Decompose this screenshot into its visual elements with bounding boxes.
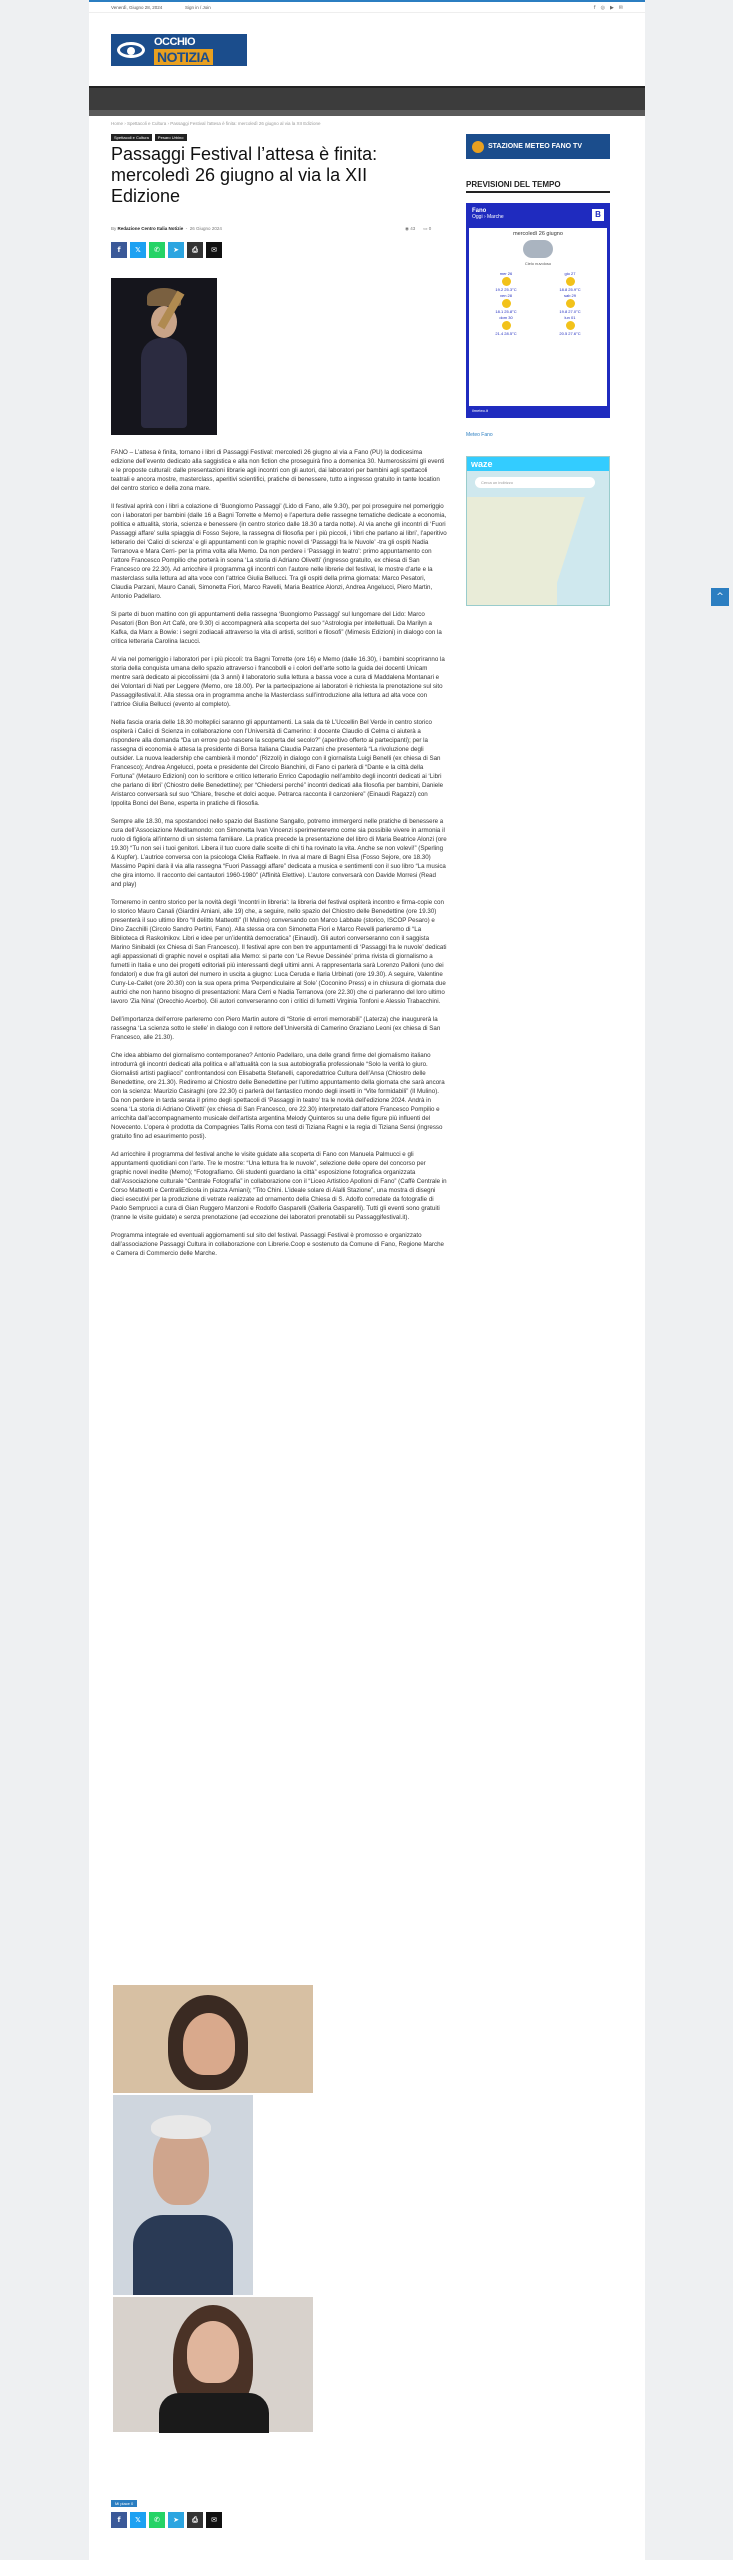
forecast-grid — [469, 267, 607, 339]
comments-count[interactable]: 0 — [428, 226, 432, 231]
article-title: Passaggi Festival l’attesa è finita: mercoledì 26 giugno al via la XII Edizione — [111, 144, 378, 206]
top-date: Venerdì, Giugno 28, 2024 — [111, 5, 163, 10]
top-social — [594, 5, 623, 11]
sub-nav — [89, 110, 645, 116]
telegram-share-button[interactable]: ➤ — [168, 242, 184, 258]
sun-icon — [502, 321, 511, 330]
views-count: 43 — [410, 226, 416, 231]
mail-icon[interactable]: ✉ — [618, 5, 623, 11]
logo-line2: NOTIZIA — [154, 49, 213, 65]
weather-region: Oggi › Marche — [472, 214, 504, 220]
top-bar — [89, 0, 645, 13]
category-tags — [111, 134, 187, 141]
forecast-cell: gio 27 18.8 25.9°C — [559, 270, 581, 292]
by-label: By — [111, 226, 117, 231]
cloud-icon — [523, 240, 553, 258]
share-bar-bottom — [111, 2512, 222, 2528]
main-nav[interactable] — [89, 86, 645, 110]
author-link[interactable]: Redazione Centro Italia Notizie — [117, 226, 184, 231]
waze-search-input[interactable]: Cerca un indirizzo — [475, 477, 595, 488]
forecast-cell: ven 28 18.1 25.8°C — [495, 292, 517, 314]
sun-icon — [566, 299, 575, 308]
meteo-link[interactable]: Meteo Fano — [466, 432, 493, 438]
paragraph: Che idea abbiamo del giornalismo contemporaneo? Antonio Padellaro, una delle grandi firme del giornalismo italiano introdurrà gli incontri dedicati alla politica e all’attualità con la sua autobiografia professionale “Solo la verità lo giuro. Giornalisti artisti pagliacci” confrontandosi con Elisabetta Stefanelli, caporedattrice Cultura dell’Ansa (Chiostro delle Benedettine, ore 21.30). Rediremo al Chiostro delle Benedettine per l’ultimo appuntamento della giornata che sarà ancora con la scienza: Maurizio Casiraghi (ore 22.30) ci parlerà del fantastico mondo degli insetti in “Vite formidabili” (Il Mulino). Da non perdere in tarda serata il primo degli spettacoli di ‘Passaggi in teatro’ tra le novità dell’edizione 2024. Andrà in scena ‘La storia di Adriano Olivetti’ (ex chiesa di San Francesco, ore 22.30) interpretato dall’attore Francesco Pompilio e arricchita dall’accompagnamento musicale dell’artista argentina Melody Quinteros su una delle figure più influenti del Novecento. L’opera è prodotta da Compagnies Tallis Roma con testi di Tiziana Ragni e la regia di Tiziana Sensi (ingresso gratuito fino ad esaurimento posti). — [111, 1052, 445, 1140]
print-button[interactable]: ⎙ — [187, 2512, 203, 2528]
weather-desc: Cielo nuvoloso — [524, 261, 552, 266]
forecast-cell: dom 30 21.4 28.5°C — [495, 314, 517, 336]
sun-icon — [566, 321, 575, 330]
meteo-banner-label: STAZIONE METEO FANO TV — [488, 143, 582, 150]
youtube-icon[interactable]: ▶ — [609, 5, 614, 11]
breadcrumb[interactable]: Home › Spettacoli e Cultura › Passaggi Festival l'attesa è finita: mercoledì 26 giugno al via la XII Edizione — [111, 121, 321, 126]
waze-map[interactable] — [466, 456, 610, 606]
author-photo — [113, 2095, 253, 2295]
forecast-cell: sab 29 19.8 27.0°C — [559, 292, 581, 314]
featured-image — [111, 278, 217, 435]
like-button[interactable]: Mi piace 0 — [111, 2500, 137, 2507]
weather-footer[interactable]: ilmeteo.it — [469, 406, 607, 415]
logo-line1: OCCHIO — [154, 36, 195, 48]
weather-city: Fano — [472, 208, 487, 214]
paragraph: Programma integrale ed eventuali aggiornamenti sul sito del festival. Passaggi Festival è promosso e organizzato dall’associazione Passaggi Cultura in collaborazione con Librerie.Coop e sostenuto da Comune di Fano, Regione Marche e Camera di Commercio delle Marche. — [111, 1232, 444, 1257]
weather-day: mercoledì 26 giugno — [513, 231, 563, 237]
forecast-cell: mer 26 19.2 25.3°C — [495, 270, 517, 292]
page — [89, 0, 645, 2560]
paragraph: Torneremo in centro storico per la novità degli ‘Incontri in libreria’: la libreria del festival ospiterà incontro e firma-copie con lo storico Mauro Canali (Giardini Amiani, alle 19) che, a seguire, nello spazio del Chiostro delle Benedettine (ore 19.30) presenterà il suo ultimo libro “Il delitto Matteotti” (Il Mulino) conversando con Marco Labbate (storico, ISCOP Pesaro) e Dino Zacchilli (Circolo Sandro Pertini, Fano). Alla stessa ora con Simonetta Fiori e Marco Revelli parleremo di “La Biblioteca di Raskolnikov. Libri e idee per un’identità democratica” (Einaudi). Gli autori converseranno con il saggista Marino Sinibaldi (ex Chiesa di San Francesco). Il festival apre con ben tre appuntamenti di ‘Passaggi fra le nuvole’ dedicati agli appassionati di graphic novel e ospitati alla Memo: si parte con ‘Le Revue Dessinée’ prima rivista di giornalismo a fumetti in Italia e uno dei progetti editoriali più interessanti degli ultimi anni. A rappresentarla sarà Lorenzo Palloni (uno dei fondatori) e due fra gli autori del numero in uscita a giugno: Luca Ceruda e Ilaria Urbinati (ore 19.30). A seguire, Valentine Cuny-Le-Callet (ore 20.30) con la sua opera prima ‘Perpendiculaire al Sole’ (Coconino Press) e in chiusura di giornata due autrici che non hanno bisogno di presentazioni: Mara Cerri e Nadia Terranova (ore 22.30) che ci parleranno del loro ultimo lavoro ‘Zia Nina’ (Orecchio Acerbo). Gli autori converseranno con i critici di fumetti Virginia Tonfoni e Alessio Trabacchini. — [111, 899, 447, 1005]
forecast-cell: lun 01 20.5 27.6°C — [559, 314, 581, 336]
comment-icon: ▭ — [423, 226, 428, 231]
whatsapp-share-button[interactable]: ✆ — [149, 242, 165, 258]
twitter-share-button[interactable]: 𝕏 — [130, 242, 146, 258]
instagram-icon[interactable]: ◎ — [600, 5, 605, 11]
facebook-share-button[interactable]: f — [111, 242, 127, 258]
tag[interactable]: Pesaro Urbino — [155, 134, 187, 141]
paragraph: Il festival aprirà con i libri a colazione di ‘Buongiorno Passaggi’ (Lido di Fano, alle 9.30), per poi proseguire nel pomeriggio con i laboratori per bambini (dalle 16 a Bagni Torrette e Memo) e l’apertura delle rassegne tematiche dedicate a economia, politica e attualità, storia, scienza e benessere (in centro storico dalle 18.30 a tarda notte). Al via anche gli incontri di ‘Fuori Passaggi affare’ sulla spiaggia di Fosso Sejore, la rassegna di filosofia per i più piccoli, i ‘libri che parlano ai libri’, l’aperitivo letterario dei ‘Calici di scienza’ e gli appuntamenti con le graphic novel di ‘Passaggi fra le Nuvole’ -tra gli ospiti Nadia Terranova e Mara Cerri- per la prima volta alla Memo. Da non perdere i ‘Passaggi in teatro’: primo appuntamento con l’attore Francesco Pompilio che porterà in scena ‘La storia di Adriano Olivetti’ (ingresso gratuito, ex chiesa di San Francesco ore 22.30). Ad arricchire il programma gli incontri con l’autore nelle librerie del festival, le mostre d’arte e la masterclass sulla lettura ad alta voce con l’attrice Giulia Bellucci. Tra gli ospiti della prima giornata: Marco Pesatori, Claudia Parzani, Mauro Canali, Simonetta Fiori, Marco Ravelli, Maria Beatrice Alonzi, Andrea Angelucci, Piero Martin, Antonio Padellaro. — [111, 503, 447, 600]
back-to-top-button[interactable]: ^ — [711, 588, 729, 606]
email-share-button[interactable]: ✉ — [206, 2512, 222, 2528]
weather-widget[interactable] — [466, 203, 610, 418]
facebook-icon[interactable]: f — [593, 5, 596, 11]
sun-icon — [502, 299, 511, 308]
facebook-share-button[interactable]: f — [111, 2512, 127, 2528]
paragraph: Ad arricchire il programma del festival anche le visite guidate alla scoperta di Fano con Manuela Palmucci e gli appuntamenti quotidiani con l’arte. Tre le mostre: “Una lettura fra le nuvole”, selezione delle opere del concorso per graphic novel inedite (Memo); “Fotografiamo. Gli studenti guardano la città” esposizione fotografica organizzata dall’Associazione culturale “Centrale Fotografia” in collaborazione con il “Liceo Artistico Apolloni di Fano” (Caffè Centrale in Corso Matteotti e CentraliEdicola in piazza Amiani); “Tito Chini. L’ideale solare di Alalli Stazione”, una mostra di disegni dieci esecutivi per la produzione di vetrate realizzate ad ornamento della Chiesa di S. Adolfo corredate da fotografie di Paolo Semprucci a cura di Gian Ruggero Manzoni e Rodolfo Gasparelli (Galleria Gasparelli). Tutti gli eventi sono gratuiti (tranne le visite guidate) e senza prenotazione (ad eccezione dei laboratori prenotabili su Passaggifestival.it). — [111, 1151, 447, 1221]
meteo-banner[interactable] — [466, 134, 610, 159]
telegram-share-button[interactable]: ➤ — [168, 2512, 184, 2528]
tag[interactable]: Spettacoli e Cultura — [111, 134, 152, 141]
signin-link[interactable]: Sign in / Join — [185, 5, 211, 10]
weather-header — [469, 206, 607, 228]
site-logo[interactable] — [111, 34, 247, 66]
paragraph: Sempre alle 18.30, ma spostandoci nello spazio del Bastione Sangallo, potremo immergerci nelle pratiche di benessere a cura dell’Associazione Meditamondo: con Simonetta Ivan Vincenzi sperimenteremo come sia possibile vivere in armonia il ruolo di figlio/a all’interno di un sistema familiare. La pratica precede la presentazione del libro di Maria Beatrice Alonzi (ore 19.30) “Tu non sei i tuoi genitori. Libera il tuo cuore dalle scelte di chi ti ha rovinato la vita. Anche se non volevi!” (Sperling & Kupfer). L’autrice conversa con la psicologa Clelia Raffaele. In riva al mare di Bagni Elsa (Fosso Sejore, ore 18.30) Massimo Papini darà il via alla rassegna “Fuori Passaggi affare” dedicata a musica e sentimenti con il suo libro “La musica che gira intorno. Il racconto dei cantautori 1960-1980” (Affinità Elettive). L’autore conversarà con Davide Morresi (Read and play) — [111, 818, 447, 888]
weather-icon — [472, 141, 484, 153]
email-share-button[interactable]: ✉ — [206, 242, 222, 258]
paragraph: Dell’importanza dell’errore parleremo con Piero Martin autore di “Storie di errori memorabili” (Laterza) che inaugurerà la rassegna ‘La scienza sotto le stelle’ in dialogo con il rettore dell’Università di Camerino Graziano Leoni (ex chiesa di San Francesco, alle 21.30). — [111, 1016, 441, 1041]
article-meta: By Redazione Centro Italia Notizie - 26 Giugno 2024 — [111, 226, 222, 231]
paragraph: Al via nel pomeriggio i laboratori per i più piccoli: tra Bagni Torrette (ore 16) e Memo (dalle 16.30), i bambini scopriranno la storia della conquista umana dello spazio attraverso i francobolli e i colori dell’arte sotto la guida dei docenti Unicam mentre sarà dedicato ai piccolissimi (da 3 anni) il laboratorio sulla lettura a bassa voce a cura di Maddalena Montanari e dei Volontari di Nati per Leggere (Memo, ore 18.00). Per la partecipazione ai laboratori è richiesta la prenotazione sul sito Passaggifestival.it. Alla stessa ora in programma anche la Masterclass sull’introduzione alla lettura ad alta voce con l’attrice Giulia Bellucci (evento al completo). — [111, 656, 445, 708]
ilmeteo-logo-icon: B — [592, 209, 604, 221]
forecast-title: PREVISIONI DEL TEMPO — [466, 180, 610, 193]
eye-icon: ◉ — [405, 226, 409, 231]
whatsapp-share-button[interactable]: ✆ — [149, 2512, 165, 2528]
sun-icon — [502, 277, 511, 286]
author-photo — [113, 1985, 313, 2093]
article-body — [111, 448, 447, 1267]
sun-icon — [566, 277, 575, 286]
paragraph: Nella fascia oraria delle 18.30 molteplici saranno gli appuntamenti. La sala da tè L’Uccellin Bel Verde in centro storico ospiterà i Calici di Scienza in collaborazione con l’Università di Camerino: il docente Claudio di Celma ci aiuterà a rispondere alla domanda “Da un errore può nascere la scoperta del secolo?” (aperitivo offerto ai partecipanti); per la rassegna di economia è attesa la presidente di Borsa Italiana Claudia Parzani che presenterà “La rivoluzione degli outsider. La nuova leadership che cambierà il mondo” (Rizzoli) in dialogo con il giornalista Luigi Benelli (ex chiesa di San Francesco); Andrea Angelucci, poeta e presidente del Circolo Bianchini, di Fano ci parlerà di “Dante e la città della Fortuna” (Metauro Edizioni) con lo scrittore e critico letterario Enrico Capodaglio nell’ambito degli incontri dedicati ai ‘Libri che parlano di libri’ (Chiostro delle Benedettine); per “Chiedersi perché” incontri dedicati alla filosofia per bambini, Daniele Aristarco conversarà sul suo “Chiare, fresche et dolci acque. Petrarca racconta il canzoniere” (Einaudi Ragazzi) con Ippolita Bonci del Bene, esperta in pratiche di filosofia. — [111, 719, 444, 807]
author-photo — [113, 2297, 313, 2432]
paragraph: FANO – L’attesa è finita, tornano i libri di Passaggi Festival: mercoledì 26 giugno al via a Fano (PU) la dodicesima edizione dell’evento dedicato alla saggistica e alla non fiction che proseguirà fino a domenica 30. Numerosissimi gli eventi e le proposte culturali: dalle presentazioni librarie agli incontri con gli autori, dai laboratori per bambini agli spettacoli teatrali e ancora mostre, masterclass, aperitivi scientifici, pratiche di benessere, tutto a ingresso gratuito in tante location del centro storico e della zona mare. — [111, 449, 445, 492]
article-stats — [405, 226, 431, 232]
eye-icon — [111, 34, 151, 66]
share-bar — [111, 242, 222, 258]
twitter-share-button[interactable]: 𝕏 — [130, 2512, 146, 2528]
waze-logo: waze — [467, 457, 609, 471]
article-date: 26 Giugno 2024 — [189, 226, 222, 231]
paragraph: Si parte di buon mattino con gli appuntamenti della rassegna ‘Buongiorno Passaggi’ sul lungomare del Lido: Marco Pesatori (Bon Bon Art Cafè, ore 9.30) ci accompagnerà alla scoperta del suo “Astrologia per intellettuali. Da Marilyn a Kafka, da Marx a Bowie: i segni zodiacali attraverso la vita di artisti, scrittori e filosofi” (Mimesis Edizioni) in dialogo con la critica letteraria Carolina Iacucci. — [111, 611, 442, 645]
print-button[interactable]: ⎙ — [187, 242, 203, 258]
